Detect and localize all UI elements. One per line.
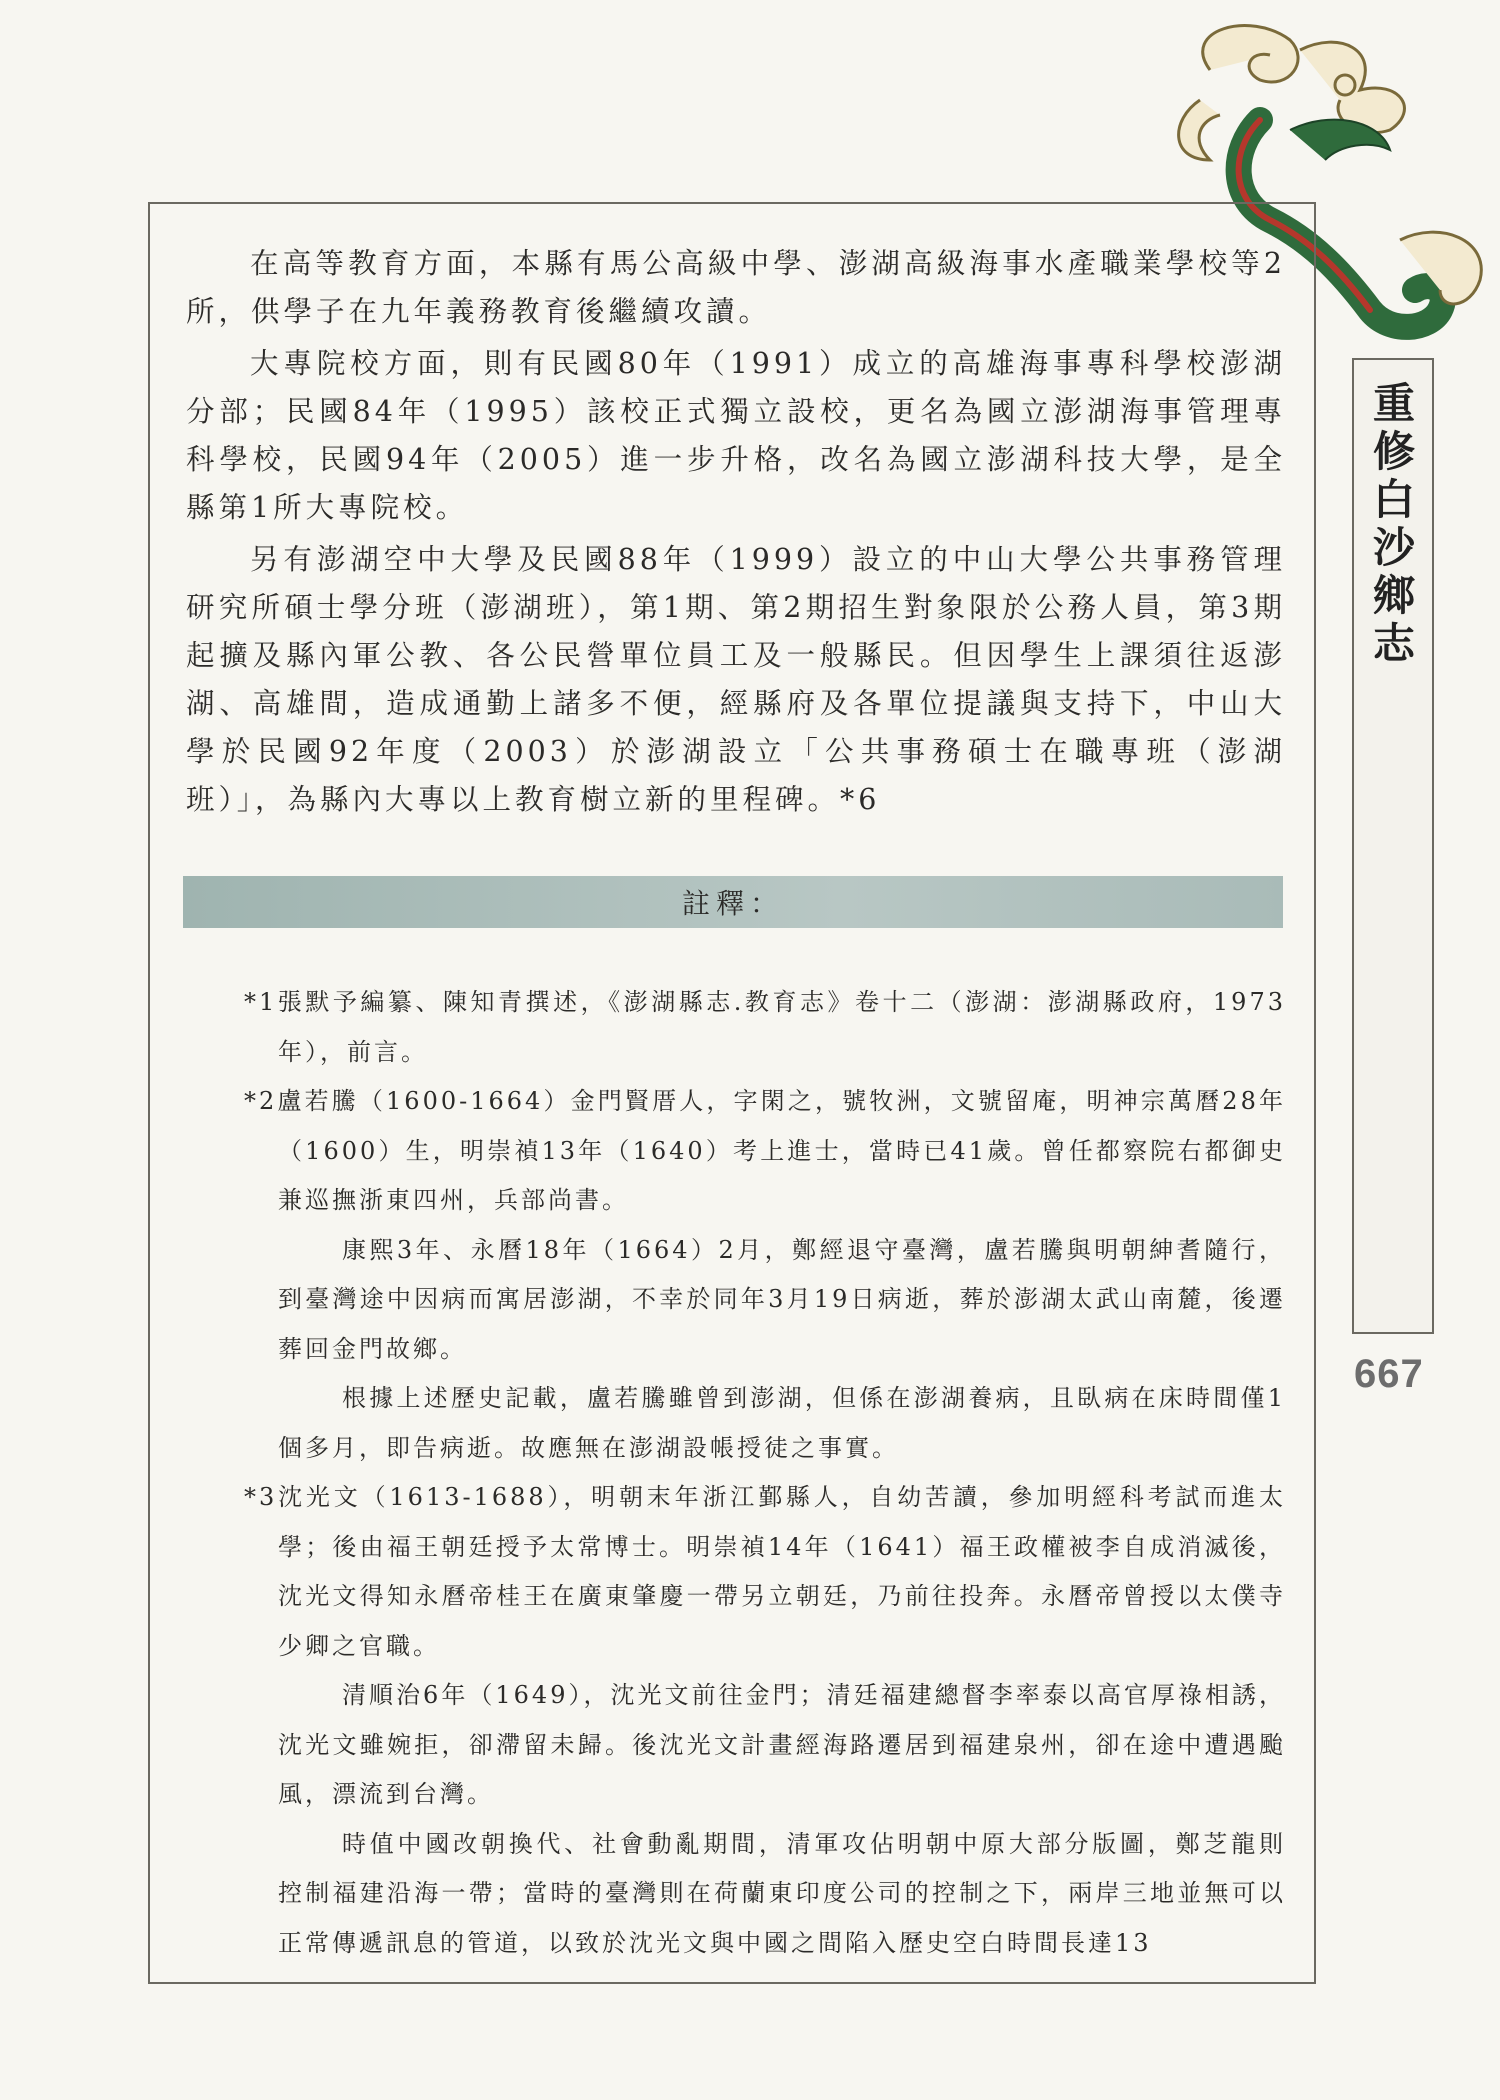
body-paragraph: 在高等教育方面，本縣有馬公高級中學、澎湖高級海事水產職業學校等2所，供學子在九年義務教育後繼續攻讀。 (186, 247, 1286, 328)
page-number: 667 (1354, 1352, 1424, 1396)
book-title: 重修白沙鄉志 (1372, 379, 1415, 668)
main-body-text (186, 240, 1286, 828)
footnote-2-paragraph: 根據上述歷史記載，盧若騰雖曾到澎湖，但係在澎湖養病，且臥病在床時間僅1個多月，即告病逝。故應無在澎湖設帳授徒之事實。 (278, 1384, 1286, 1462)
notes-section (244, 978, 1286, 1968)
footnote-3: *3沈光文（1613-1688），明朝末年浙江鄞縣人，自幼苦讀，參加明經科考試而進太學；後由福王朝廷授予太常博士。明崇禎14年（1641）福王政權被李自成消滅後，沈光文得知永曆帝桂王在廣東肇慶一帶另立朝廷，乃前往投奔。永曆帝曾授以太僕寺少卿之官職。 (244, 1483, 1286, 1660)
notes-title: 註釋： (681, 887, 784, 920)
footnote-1: *1張默予編纂、陳知青撰述，《澎湖縣志.教育志》卷十二（澎湖：澎湖縣政府，1973年），前言。 (244, 988, 1286, 1066)
footnote-3-paragraph: 時值中國改朝換代、社會動亂期間，清軍攻佔明朝中原大部分版圖，鄭芝龍則控制福建沿海一帶；當時的臺灣則在荷蘭東印度公司的控制之下，兩岸三地並無可以正常傳遞訊息的管道，以致於沈光文與中國之間陷入歷史空白時間長達13 (278, 1829, 1286, 1957)
body-paragraph: 大專院校方面，則有民國80年（1991）成立的高雄海事專科學校澎湖分部；民國84年（1995）該校正式獨立設校，更名為國立澎湖海事管理專科學校，民國94年（2005）進一步升格，改名為國立澎湖科技大學，是全縣第1所大專院校。 (186, 347, 1286, 524)
footnote-2: *2盧若騰（1600-1664）金門賢厝人，字閑之，號牧洲，文號留庵，明神宗萬曆28年（1600）生，明崇禎13年（1640）考上進士，當時已41歲。曾任都察院右都御史兼巡撫浙東四州，兵部尚書。 (244, 1087, 1286, 1214)
footnote-3-paragraph: 清順治6年（1649），沈光文前往金門；清廷福建總督李率泰以高官厚祿相誘，沈光文雖婉拒，卻滯留未歸。後沈光文計畫經海路遷居到福建泉州，卻在途中遭遇颱風，漂流到台灣。 (278, 1681, 1286, 1808)
body-paragraph: 另有澎湖空中大學及民國88年（1999）設立的中山大學公共事務管理研究所碩士學分班（澎湖班），第1期、第2期招生對象限於公務人員，第3期起擴及縣內軍公教、各公民營單位員工及一般縣民。但因學生上課須往返澎湖、高雄間，造成通勤上諸多不便，經縣府及各單位提議與支持下，中山大學於民國92年度（2003）於澎湖設立「公共事務碩士在職專班（澎湖班）」，為縣內大專以上教育樹立新的里程碑。*6 (186, 543, 1286, 816)
footnote-2-paragraph: 康熙3年、永曆18年（1664）2月，鄭經退守臺灣，盧若騰與明朝紳耆隨行，到臺灣途中因病而寓居澎湖，不幸於同年3月19日病逝，葬於澎湖太武山南麓，後遷葬回金門故鄉。 (278, 1235, 1286, 1363)
